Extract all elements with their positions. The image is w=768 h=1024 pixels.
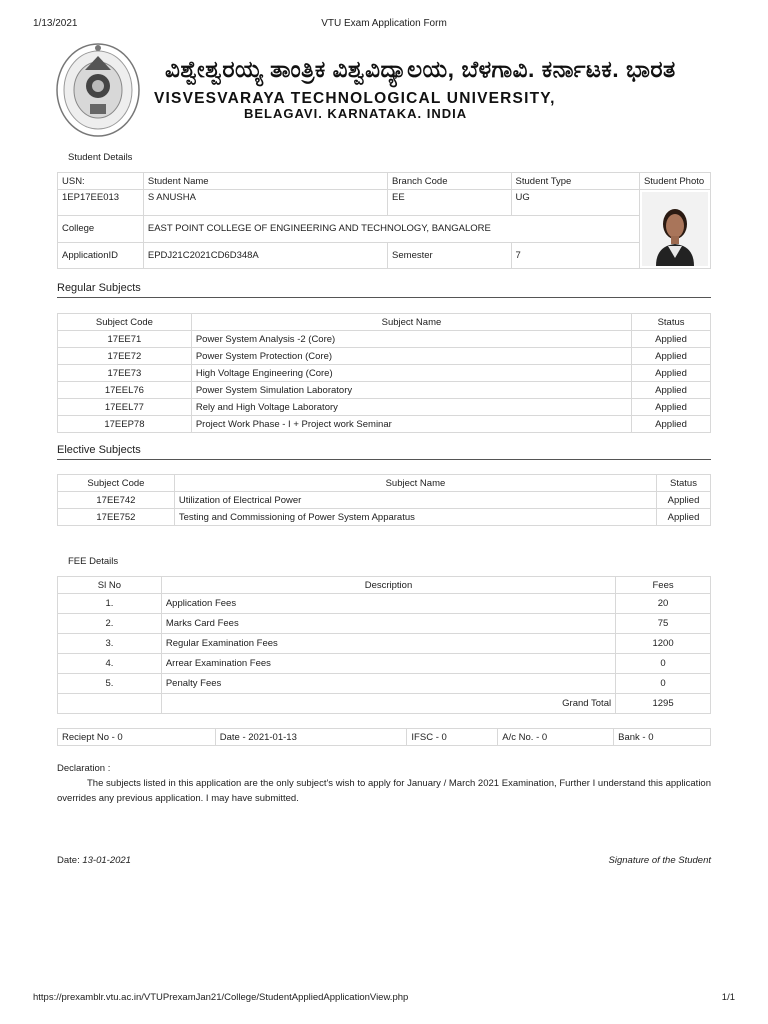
fee-amount: 1200 [616,634,711,654]
declaration-body [57,776,711,806]
receipt-bank: Bank - 0 [614,729,711,746]
semester-value: 7 [511,242,639,268]
signoff-date [57,855,131,866]
fee-description: Application Fees [161,594,615,614]
university-name-line2: BELAGAVI. KARNATAKA. INDIA [244,106,468,121]
print-date: 1/13/2021 [33,18,78,29]
subject-code: 17EE742 [58,492,175,509]
fee-description: Penalty Fees [161,674,615,694]
subject-name: Power System Protection (Core) [191,348,631,365]
regular-subjects-table [57,313,711,433]
subject-name: Power System Simulation Laboratory [191,382,631,399]
branch-code-label: Branch Code [388,173,512,190]
table-row [58,509,711,526]
elective-subjects-title: Elective Subjects [57,444,141,456]
university-logo [55,42,141,138]
table-row [58,331,711,348]
subject-code: 17EE72 [58,348,192,365]
student-photo [642,192,708,266]
usn-label: USN: [58,173,144,190]
table-row [58,634,711,654]
fee-amount: 75 [616,614,711,634]
subject-status: Applied [657,492,711,509]
subject-code: 17EEP78 [58,416,192,433]
table-row [58,614,711,634]
receipt-number: Reciept No - 0 [58,729,216,746]
grand-total-row [58,694,711,714]
subject-status: Applied [632,348,711,365]
fee-header-fees: Fees [616,577,711,594]
grand-total-blank [58,694,162,714]
fee-slno: 1. [58,594,162,614]
receipt-account-number: A/c No. - 0 [498,729,614,746]
subject-status: Applied [632,382,711,399]
fee-amount: 0 [616,654,711,674]
grand-total-value: 1295 [616,694,711,714]
fee-slno: 3. [58,634,162,654]
college-value: EAST POINT COLLEGE OF ENGINEERING AND TECHNOLOGY, BANGALORE [143,216,639,242]
table-row [58,416,711,433]
student-photo-cell [639,190,710,269]
regular-header-name: Subject Name [191,314,631,331]
student-name-value: S ANUSHA [143,190,387,216]
student-details-table [57,172,711,269]
elective-header-status: Status [657,475,711,492]
fee-description: Regular Examination Fees [161,634,615,654]
elective-subjects-table [57,474,711,526]
student-details-title: Student Details [68,152,133,163]
subject-code: 17EEL76 [58,382,192,399]
regular-subjects-title: Regular Subjects [57,282,141,294]
fee-description: Marks Card Fees [161,614,615,634]
elective-header-name: Subject Name [174,475,656,492]
print-title: VTU Exam Application Form [321,18,447,29]
receipt-table [57,728,711,746]
print-footer [33,992,735,1003]
branch-code-value: EE [388,190,512,216]
application-id-label: ApplicationID [58,242,144,268]
table-row [58,492,711,509]
semester-label: Semester [388,242,512,268]
fee-description: Arrear Examination Fees [161,654,615,674]
fee-details-title: FEE Details [68,556,119,567]
fee-header-slno: Sl No [58,577,162,594]
receipt-ifsc: IFSC - 0 [407,729,498,746]
table-row [58,365,711,382]
table-row [58,654,711,674]
subject-name: Rely and High Voltage Laboratory [191,399,631,416]
subject-code: 17EE752 [58,509,175,526]
subject-name: Power System Analysis -2 (Core) [191,331,631,348]
table-row [58,674,711,694]
print-page-number: 1/1 [721,992,735,1003]
fee-header-description: Description [161,577,615,594]
fee-slno: 4. [58,654,162,674]
signature-label: Signature of the Student [608,855,711,866]
fee-amount: 0 [616,674,711,694]
application-id-value: EPDJ21C2021CD6D348A [143,242,387,268]
fee-slno: 2. [58,614,162,634]
subject-name: Utilization of Electrical Power [174,492,656,509]
fee-slno: 5. [58,674,162,694]
receipt-date: Date - 2021-01-13 [215,729,407,746]
grand-total-label: Grand Total [161,694,615,714]
table-row [58,348,711,365]
table-row [58,594,711,614]
subject-name: Project Work Phase - I + Project work Seminar [191,416,631,433]
declaration-text: The subjects listed in this application are the only subject's wish to apply for January / March 2021 Examination, Further I understand this application overrides any previous application. I may have submitted. [57,778,711,804]
subject-code: 17EEL77 [58,399,192,416]
subject-code: 17EE73 [58,365,192,382]
subject-code: 17EE71 [58,331,192,348]
declaration [57,761,711,806]
regular-header-status: Status [632,314,711,331]
usn-value: 1EP17EE013 [58,190,144,216]
student-name-label: Student Name [143,173,387,190]
subject-status: Applied [632,331,711,348]
subject-status: Applied [632,365,711,382]
university-name-line1: VISVESVARAYA TECHNOLOGICAL UNIVERSITY, [154,90,556,107]
subject-status: Applied [657,509,711,526]
table-row [58,399,711,416]
fee-amount: 20 [616,594,711,614]
subject-name: Testing and Commissioning of Power System Apparatus [174,509,656,526]
fee-details-table [57,576,711,714]
subject-status: Applied [632,399,711,416]
subject-status: Applied [632,416,711,433]
print-url: https://prexamblr.vtu.ac.in/VTUPrexamJan21/College/StudentAppliedApplicationView.php [33,992,409,1003]
signoff-date-label: Date: [57,855,80,866]
regular-header-code: Subject Code [58,314,192,331]
university-name-kannada: ವಿಶ್ವೇಶ್ವರಯ್ಯ ತಾಂತ್ರಿಕ ವಿಶ್ವವಿದ್ಯಾಲಯ, ಬೆಳಗಾವಿ. ಕರ್ನಾಟಕ. ಭಾರತ [165,56,676,82]
signoff-date-value: 13-01-2021 [82,855,131,866]
student-photo-label: Student Photo [639,173,710,190]
table-row [58,382,711,399]
subject-name: High Voltage Engineering (Core) [191,365,631,382]
elective-subjects-divider [57,459,711,460]
elective-header-code: Subject Code [58,475,175,492]
regular-subjects-divider [57,297,711,298]
college-label: College [58,216,144,242]
declaration-title: Declaration : [57,763,111,774]
student-type-label: Student Type [511,173,639,190]
student-type-value: UG [511,190,639,216]
